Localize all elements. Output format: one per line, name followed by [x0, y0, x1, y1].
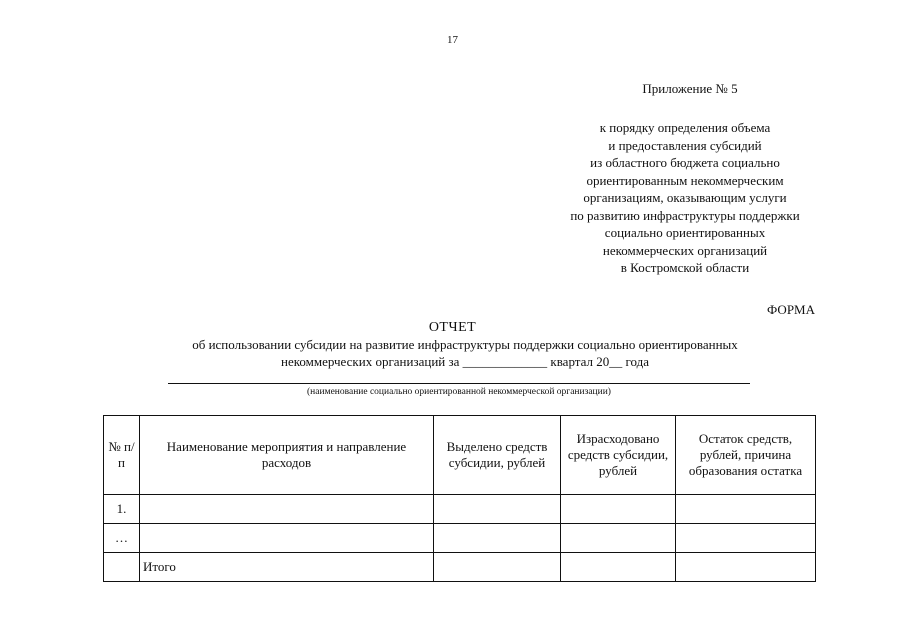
appendix-line: некоммерческих организаций	[602, 242, 768, 258]
appendix-line: и предоставления субсидий	[608, 137, 762, 153]
table-cell	[676, 553, 816, 582]
table-cell	[561, 524, 676, 553]
table-cell	[434, 553, 561, 582]
appendix-line: ориентированным некоммерческим	[586, 172, 784, 188]
table-cell	[561, 495, 676, 524]
appendix-line: в Костромской области	[620, 260, 750, 275]
table-cell: 1.	[104, 495, 140, 524]
report-title: ОТЧЕТ	[428, 320, 477, 335]
appendix-line: из областного бюджета социально	[590, 155, 780, 170]
table-cell	[104, 553, 140, 582]
page-number: 17	[447, 34, 458, 46]
header-spent: Израсходовано средств субсидии, рублей	[561, 416, 676, 495]
appendix-title: Приложение № 5	[642, 81, 738, 96]
table-row	[104, 495, 816, 524]
appendix-line: к порядку определения объема	[599, 120, 771, 135]
total-label: Итого	[140, 553, 434, 582]
table-row-total	[104, 553, 816, 582]
form-label: ФОРМА	[767, 302, 815, 317]
appendix-text	[540, 119, 830, 277]
appendix-line: социально ориентированных	[604, 225, 766, 240]
report-subtitle-line: некоммерческих организаций за _____________ квартал 20__ года	[280, 354, 650, 369]
header-number: № п/п	[104, 416, 140, 495]
table-cell	[561, 553, 676, 582]
report-subtitle	[100, 336, 830, 370]
table-cell	[676, 524, 816, 553]
header-allocated: Выделено средств субсидии, рублей	[434, 416, 561, 495]
header-remainder: Остаток средств, рублей, причина образования остатка	[676, 416, 816, 495]
report-subtitle-line: об использовании субсидии на развитие инфраструктуры поддержки социально ориентированных	[192, 337, 738, 352]
table-cell	[140, 495, 434, 524]
table-cell	[434, 524, 561, 553]
table-cell	[140, 524, 434, 553]
appendix-line: организациям, оказывающим услуги	[583, 190, 787, 205]
table-header-row	[104, 416, 816, 495]
table-cell	[676, 495, 816, 524]
header-event-name: Наименование мероприятия и направление расходов	[140, 416, 434, 495]
table-cell	[434, 495, 561, 524]
table-row	[104, 524, 816, 553]
report-table	[103, 415, 816, 582]
org-name-caption: (наименование социально ориентированной некоммерческой организации)	[307, 387, 611, 397]
appendix-line: по развитию инфраструктуры поддержки	[570, 207, 800, 223]
table-cell: …	[104, 524, 140, 553]
org-name-line	[168, 383, 750, 384]
